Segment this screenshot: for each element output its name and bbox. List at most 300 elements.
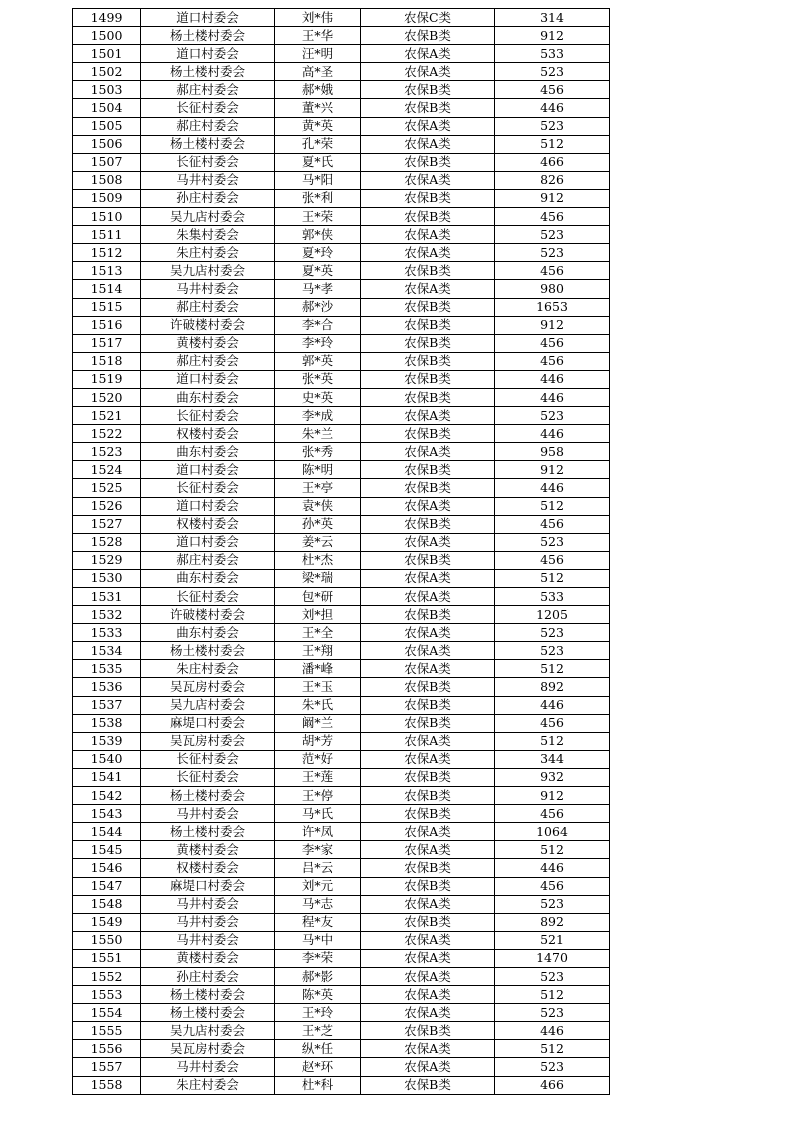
name-cell: 陈*英 [275,986,361,1004]
category-cell: 农保C类 [361,9,495,27]
amount-cell: 446 [495,1022,610,1040]
row-number-cell: 1503 [73,81,141,99]
village-cell: 长征村委会 [141,588,275,606]
table-row [73,768,610,786]
amount-cell: 533 [495,45,610,63]
row-number-cell: 1551 [73,949,141,967]
name-cell: 袁*侠 [275,497,361,515]
name-cell: 马*氏 [275,805,361,823]
row-number-cell: 1509 [73,189,141,207]
table-row [73,45,610,63]
category-cell: 农保B类 [361,787,495,805]
row-number-cell: 1526 [73,497,141,515]
category-cell: 农保B类 [361,606,495,624]
village-cell: 黄楼村委会 [141,949,275,967]
table-row [73,189,610,207]
name-cell: 包*研 [275,588,361,606]
table-row [73,696,610,714]
row-number-cell: 1513 [73,262,141,280]
table-row [73,949,610,967]
name-cell: 姜*云 [275,533,361,551]
table-row [73,787,610,805]
table-row [73,262,610,280]
village-cell: 许破楼村委会 [141,316,275,334]
category-cell: 农保B类 [361,678,495,696]
village-cell: 郝庄村委会 [141,551,275,569]
category-cell: 农保A类 [361,967,495,985]
category-cell: 农保B类 [361,913,495,931]
row-number-cell: 1517 [73,334,141,352]
name-cell: 王*荣 [275,208,361,226]
amount-cell: 446 [495,696,610,714]
category-cell: 农保B类 [361,768,495,786]
name-cell: 张*英 [275,370,361,388]
category-cell: 农保B类 [361,352,495,370]
table-row [73,117,610,135]
category-cell: 农保A类 [361,895,495,913]
amount-cell: 456 [495,208,610,226]
table-row [73,9,610,27]
category-cell: 农保A类 [361,823,495,841]
table-row [73,1040,610,1058]
table-row [73,859,610,877]
table-row [73,606,610,624]
amount-cell: 958 [495,443,610,461]
category-cell: 农保A类 [361,45,495,63]
village-cell: 杨土楼村委会 [141,986,275,1004]
table-row [73,425,610,443]
row-number-cell: 1543 [73,805,141,823]
category-cell: 农保B类 [361,81,495,99]
amount-cell: 446 [495,99,610,117]
row-number-cell: 1524 [73,461,141,479]
name-cell: 朱*氏 [275,696,361,714]
name-cell: 夏*玲 [275,244,361,262]
row-number-cell: 1520 [73,388,141,406]
amount-cell: 512 [495,135,610,153]
village-cell: 马井村委会 [141,895,275,913]
row-number-cell: 1522 [73,425,141,443]
category-cell: 农保B类 [361,334,495,352]
row-number-cell: 1554 [73,1004,141,1022]
category-cell: 农保B类 [361,99,495,117]
village-cell: 黄楼村委会 [141,841,275,859]
row-number-cell: 1557 [73,1058,141,1076]
table-row [73,81,610,99]
name-cell: 杜*杰 [275,551,361,569]
name-cell: 王*芝 [275,1022,361,1040]
table-row [73,388,610,406]
category-cell: 农保A类 [361,1058,495,1076]
village-cell: 长征村委会 [141,153,275,171]
village-cell: 长征村委会 [141,479,275,497]
village-cell: 郝庄村委会 [141,298,275,316]
table-row [73,63,610,81]
row-number-cell: 1537 [73,696,141,714]
category-cell: 农保A类 [361,732,495,750]
amount-cell: 512 [495,732,610,750]
amount-cell: 1653 [495,298,610,316]
name-cell: 阚*兰 [275,714,361,732]
table-row [73,226,610,244]
table-row [73,171,610,189]
table-row [73,370,610,388]
category-cell: 农保B类 [361,189,495,207]
village-cell: 郝庄村委会 [141,81,275,99]
table-row [73,135,610,153]
category-cell: 农保A类 [361,949,495,967]
amount-cell: 523 [495,226,610,244]
category-cell: 农保B类 [361,425,495,443]
amount-cell: 314 [495,9,610,27]
row-number-cell: 1528 [73,533,141,551]
row-number-cell: 1511 [73,226,141,244]
row-number-cell: 1534 [73,642,141,660]
category-cell: 农保B类 [361,479,495,497]
row-number-cell: 1544 [73,823,141,841]
table-row [73,569,610,587]
table-row [73,99,610,117]
name-cell: 张*秀 [275,443,361,461]
name-cell: 陈*明 [275,461,361,479]
name-cell: 杜*科 [275,1076,361,1094]
name-cell: 马*阳 [275,171,361,189]
table-row [73,280,610,298]
village-cell: 吴九店村委会 [141,696,275,714]
amount-cell: 456 [495,334,610,352]
amount-cell: 466 [495,1076,610,1094]
name-cell: 马*志 [275,895,361,913]
table-row [73,461,610,479]
name-cell: 董*兴 [275,99,361,117]
category-cell: 农保B类 [361,27,495,45]
table-row [73,479,610,497]
name-cell: 李*合 [275,316,361,334]
amount-cell: 344 [495,750,610,768]
row-number-cell: 1531 [73,588,141,606]
table-row [73,497,610,515]
amount-cell: 912 [495,189,610,207]
row-number-cell: 1514 [73,280,141,298]
village-cell: 麻堤口村委会 [141,877,275,895]
table-row [73,27,610,45]
name-cell: 夏*英 [275,262,361,280]
row-number-cell: 1502 [73,63,141,81]
amount-cell: 1064 [495,823,610,841]
row-number-cell: 1501 [73,45,141,63]
village-cell: 杨土楼村委会 [141,27,275,45]
amount-cell: 826 [495,171,610,189]
category-cell: 农保B类 [361,370,495,388]
village-cell: 道口村委会 [141,9,275,27]
row-number-cell: 1553 [73,986,141,1004]
category-cell: 农保A类 [361,117,495,135]
name-cell: 许*凤 [275,823,361,841]
village-cell: 郝庄村委会 [141,352,275,370]
amount-cell: 523 [495,533,610,551]
row-number-cell: 1515 [73,298,141,316]
village-cell: 孙庄村委会 [141,967,275,985]
village-cell: 朱庄村委会 [141,244,275,262]
table-row [73,967,610,985]
name-cell: 梁*瑞 [275,569,361,587]
village-cell: 吴瓦房村委会 [141,1040,275,1058]
category-cell: 农保A类 [361,171,495,189]
village-cell: 权楼村委会 [141,515,275,533]
name-cell: 王*莲 [275,768,361,786]
name-cell: 王*华 [275,27,361,45]
table-row [73,823,610,841]
table-row [73,551,610,569]
amount-cell: 456 [495,515,610,533]
name-cell: 汪*明 [275,45,361,63]
village-cell: 马井村委会 [141,913,275,931]
row-number-cell: 1521 [73,407,141,425]
village-cell: 许破楼村委会 [141,606,275,624]
row-number-cell: 1539 [73,732,141,750]
category-cell: 农保A类 [361,750,495,768]
village-cell: 道口村委会 [141,370,275,388]
name-cell: 刘*担 [275,606,361,624]
name-cell: 范*好 [275,750,361,768]
table-row [73,678,610,696]
amount-cell: 980 [495,280,610,298]
category-cell: 农保B类 [361,153,495,171]
village-cell: 郝庄村委会 [141,117,275,135]
row-number-cell: 1535 [73,660,141,678]
name-cell: 胡*芳 [275,732,361,750]
row-number-cell: 1505 [73,117,141,135]
category-cell: 农保B类 [361,298,495,316]
village-cell: 马井村委会 [141,931,275,949]
category-cell: 农保A类 [361,226,495,244]
row-number-cell: 1512 [73,244,141,262]
category-cell: 农保B类 [361,551,495,569]
category-cell: 农保B类 [361,208,495,226]
amount-cell: 512 [495,569,610,587]
village-cell: 杨土楼村委会 [141,1004,275,1022]
table-row [73,352,610,370]
village-cell: 朱集村委会 [141,226,275,244]
amount-cell: 446 [495,425,610,443]
amount-cell: 932 [495,768,610,786]
name-cell: 郝*娥 [275,81,361,99]
category-cell: 农保B类 [361,805,495,823]
category-cell: 农保A类 [361,443,495,461]
village-cell: 马井村委会 [141,171,275,189]
row-number-cell: 1548 [73,895,141,913]
name-cell: 刘*元 [275,877,361,895]
name-cell: 孔*荣 [275,135,361,153]
village-cell: 长征村委会 [141,99,275,117]
row-number-cell: 1558 [73,1076,141,1094]
name-cell: 李*家 [275,841,361,859]
amount-cell: 512 [495,1040,610,1058]
row-number-cell: 1519 [73,370,141,388]
row-number-cell: 1499 [73,9,141,27]
amount-cell: 456 [495,551,610,569]
village-cell: 杨土楼村委会 [141,63,275,81]
amount-cell: 446 [495,859,610,877]
category-cell: 农保B类 [361,859,495,877]
amount-cell: 456 [495,805,610,823]
row-number-cell: 1541 [73,768,141,786]
category-cell: 农保B类 [361,262,495,280]
name-cell: 李*成 [275,407,361,425]
name-cell: 孙*英 [275,515,361,533]
table-row [73,588,610,606]
table-row [73,841,610,859]
name-cell: 刘*伟 [275,9,361,27]
village-cell: 曲东村委会 [141,624,275,642]
row-number-cell: 1523 [73,443,141,461]
amount-cell: 456 [495,714,610,732]
row-number-cell: 1556 [73,1040,141,1058]
row-number-cell: 1540 [73,750,141,768]
village-cell: 长征村委会 [141,768,275,786]
amount-cell: 892 [495,678,610,696]
category-cell: 农保B类 [361,1076,495,1094]
row-number-cell: 1504 [73,99,141,117]
row-number-cell: 1507 [73,153,141,171]
row-number-cell: 1547 [73,877,141,895]
village-cell: 权楼村委会 [141,425,275,443]
village-cell: 道口村委会 [141,533,275,551]
village-cell: 杨土楼村委会 [141,823,275,841]
name-cell: 郝*影 [275,967,361,985]
amount-cell: 512 [495,660,610,678]
village-cell: 杨土楼村委会 [141,787,275,805]
amount-cell: 446 [495,370,610,388]
amount-cell: 1205 [495,606,610,624]
table-row [73,1004,610,1022]
name-cell: 史*英 [275,388,361,406]
amount-cell: 466 [495,153,610,171]
name-cell: 李*玲 [275,334,361,352]
amount-cell: 912 [495,27,610,45]
name-cell: 夏*氏 [275,153,361,171]
category-cell: 农保B类 [361,461,495,479]
amount-cell: 512 [495,497,610,515]
table-row [73,298,610,316]
amount-cell: 912 [495,316,610,334]
village-cell: 吴瓦房村委会 [141,732,275,750]
table-row [73,931,610,949]
row-number-cell: 1510 [73,208,141,226]
name-cell: 潘*峰 [275,660,361,678]
amount-cell: 912 [495,787,610,805]
village-cell: 曲东村委会 [141,569,275,587]
row-number-cell: 1518 [73,352,141,370]
row-number-cell: 1546 [73,859,141,877]
category-cell: 农保B类 [361,1022,495,1040]
category-cell: 农保A类 [361,533,495,551]
village-cell: 杨土楼村委会 [141,135,275,153]
row-number-cell: 1506 [73,135,141,153]
amount-cell: 521 [495,931,610,949]
name-cell: 高*圣 [275,63,361,81]
name-cell: 王*玲 [275,1004,361,1022]
table-row [73,153,610,171]
village-cell: 朱庄村委会 [141,1076,275,1094]
category-cell: 农保A类 [361,135,495,153]
table-row [73,407,610,425]
table-row [73,642,610,660]
category-cell: 农保B类 [361,388,495,406]
amount-cell: 892 [495,913,610,931]
category-cell: 农保B类 [361,714,495,732]
amount-cell: 456 [495,877,610,895]
amount-cell: 912 [495,461,610,479]
table-body [73,9,610,1095]
village-cell: 长征村委会 [141,750,275,768]
amount-cell: 456 [495,81,610,99]
village-cell: 道口村委会 [141,461,275,479]
table-row [73,913,610,931]
category-cell: 农保A类 [361,660,495,678]
row-number-cell: 1533 [73,624,141,642]
row-number-cell: 1538 [73,714,141,732]
village-cell: 曲东村委会 [141,443,275,461]
amount-cell: 533 [495,588,610,606]
category-cell: 农保B类 [361,316,495,334]
name-cell: 马*中 [275,931,361,949]
table-row [73,1076,610,1094]
name-cell: 李*荣 [275,949,361,967]
village-cell: 吴九店村委会 [141,208,275,226]
row-number-cell: 1525 [73,479,141,497]
name-cell: 王*亭 [275,479,361,497]
name-cell: 纵*任 [275,1040,361,1058]
row-number-cell: 1549 [73,913,141,931]
row-number-cell: 1530 [73,569,141,587]
row-number-cell: 1527 [73,515,141,533]
table-row [73,714,610,732]
row-number-cell: 1508 [73,171,141,189]
data-table [72,8,610,1095]
category-cell: 农保A类 [361,497,495,515]
name-cell: 黄*英 [275,117,361,135]
name-cell: 朱*兰 [275,425,361,443]
name-cell: 马*孝 [275,280,361,298]
name-cell: 王*玉 [275,678,361,696]
amount-cell: 512 [495,841,610,859]
table-row [73,805,610,823]
category-cell: 农保A类 [361,569,495,587]
row-number-cell: 1550 [73,931,141,949]
row-number-cell: 1555 [73,1022,141,1040]
row-number-cell: 1529 [73,551,141,569]
table-row [73,624,610,642]
row-number-cell: 1500 [73,27,141,45]
table-row [73,443,610,461]
table-row [73,895,610,913]
category-cell: 农保A类 [361,1004,495,1022]
name-cell: 郝*沙 [275,298,361,316]
village-cell: 马井村委会 [141,1058,275,1076]
village-cell: 道口村委会 [141,497,275,515]
name-cell: 王*翔 [275,642,361,660]
name-cell: 程*友 [275,913,361,931]
table-row [73,877,610,895]
table-row [73,334,610,352]
category-cell: 农保A类 [361,1040,495,1058]
village-cell: 曲东村委会 [141,388,275,406]
amount-cell: 1470 [495,949,610,967]
name-cell: 赵*环 [275,1058,361,1076]
category-cell: 农保A类 [361,244,495,262]
category-cell: 农保A类 [361,588,495,606]
